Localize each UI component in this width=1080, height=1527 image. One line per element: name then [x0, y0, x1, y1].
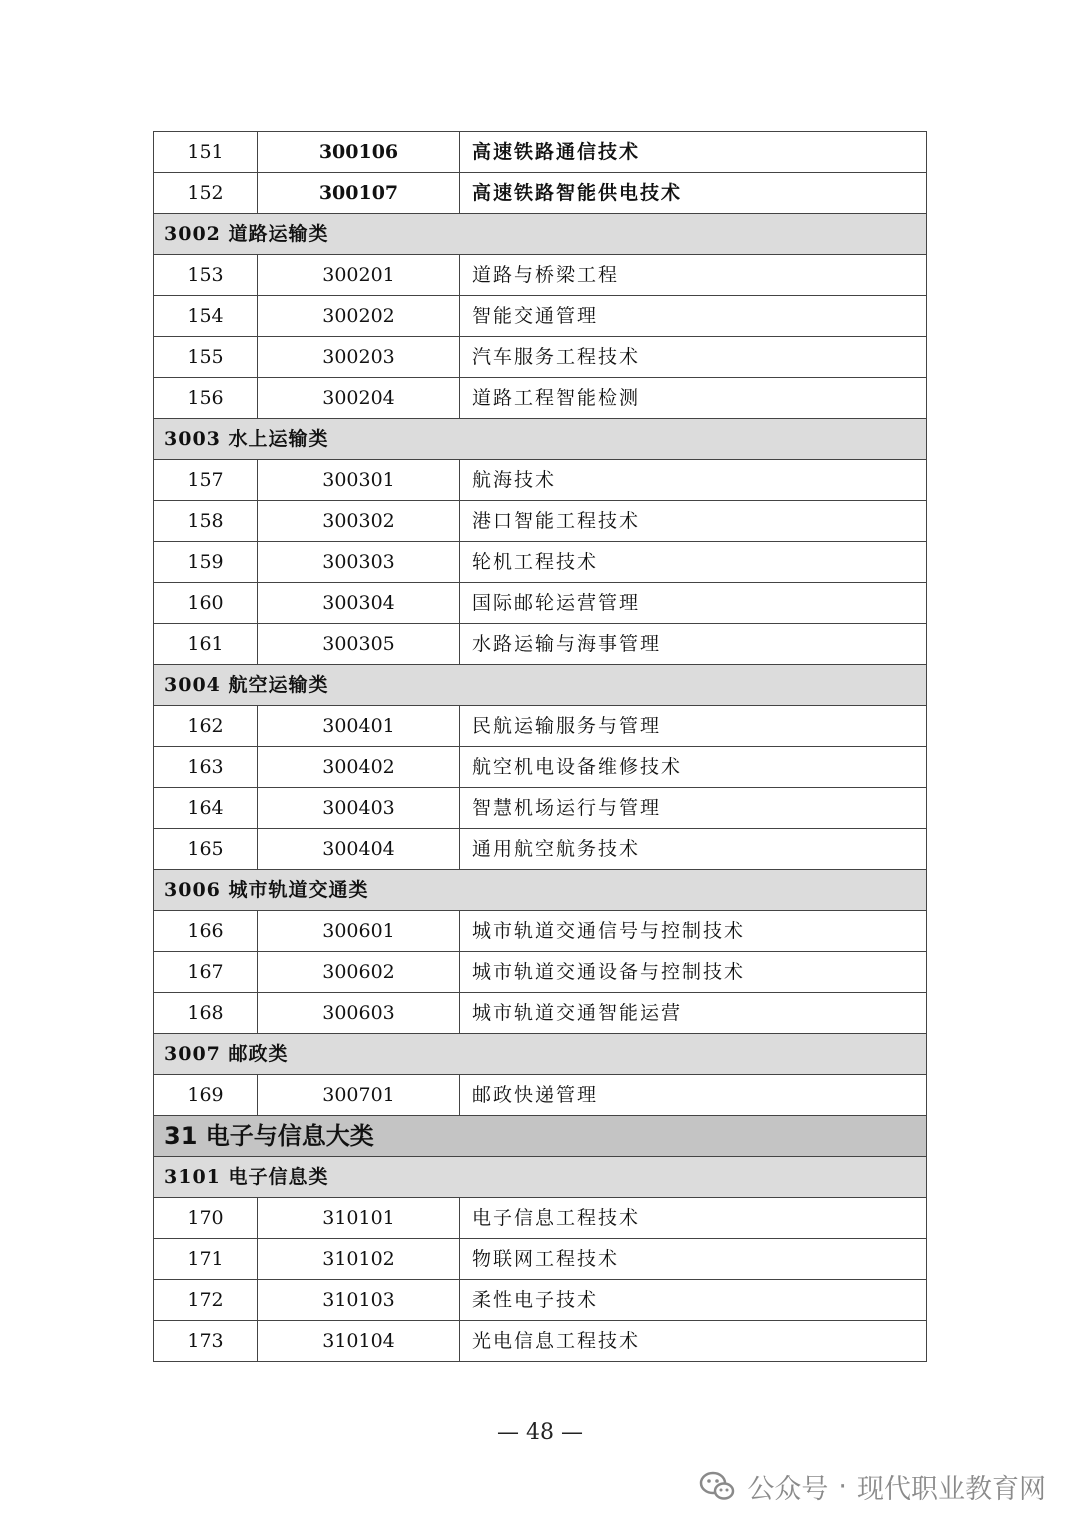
table-row	[154, 829, 927, 870]
watermark-separator: ·	[838, 1470, 847, 1502]
code-cell: 300603	[258, 993, 460, 1034]
major-name-cell: 城市轨道交通智能运营	[460, 993, 927, 1034]
code-cell: 300701	[258, 1075, 460, 1116]
table-row	[154, 1239, 927, 1280]
code-cell: 310101	[258, 1198, 460, 1239]
table-row	[154, 542, 927, 583]
seq-cell: 156	[154, 378, 258, 419]
major-category-label: 31 电子与信息大类	[154, 1116, 927, 1157]
seq-cell: 161	[154, 624, 258, 665]
category-label: 3007 邮政类	[154, 1034, 927, 1075]
seq-cell: 168	[154, 993, 258, 1034]
seq-cell: 166	[154, 911, 258, 952]
table-row	[154, 255, 927, 296]
seq-cell: 173	[154, 1321, 258, 1362]
major-name-cell: 港口智能工程技术	[460, 501, 927, 542]
table-row	[154, 296, 927, 337]
major-category-row	[154, 1116, 927, 1157]
table-row	[154, 378, 927, 419]
table-row	[154, 952, 927, 993]
major-name-cell: 城市轨道交通信号与控制技术	[460, 911, 927, 952]
category-row	[154, 214, 927, 255]
code-cell: 300203	[258, 337, 460, 378]
category-label: 3002 道路运输类	[154, 214, 927, 255]
major-name-cell: 智慧机场运行与管理	[460, 788, 927, 829]
category-row	[154, 870, 927, 911]
seq-cell: 164	[154, 788, 258, 829]
seq-cell: 162	[154, 706, 258, 747]
major-name-cell: 智能交通管理	[460, 296, 927, 337]
table-row	[154, 1321, 927, 1362]
seq-cell: 167	[154, 952, 258, 993]
seq-cell: 155	[154, 337, 258, 378]
seq-cell: 159	[154, 542, 258, 583]
seq-cell: 171	[154, 1239, 258, 1280]
major-name-cell: 航海技术	[460, 460, 927, 501]
table-row	[154, 337, 927, 378]
major-catalog-table	[153, 131, 927, 1362]
major-name-cell: 道路与桥梁工程	[460, 255, 927, 296]
seq-cell: 172	[154, 1280, 258, 1321]
seq-cell: 157	[154, 460, 258, 501]
table-row	[154, 501, 927, 542]
table-row	[154, 747, 927, 788]
seq-cell: 153	[154, 255, 258, 296]
major-name-cell: 轮机工程技术	[460, 542, 927, 583]
code-cell: 300303	[258, 542, 460, 583]
major-name-cell: 道路工程智能检测	[460, 378, 927, 419]
seq-cell: 158	[154, 501, 258, 542]
major-name-cell: 汽车服务工程技术	[460, 337, 927, 378]
code-cell: 300202	[258, 296, 460, 337]
category-row	[154, 1034, 927, 1075]
table-row	[154, 173, 927, 214]
seq-cell: 151	[154, 132, 258, 173]
major-name-cell: 柔性电子技术	[460, 1280, 927, 1321]
code-cell: 300401	[258, 706, 460, 747]
code-cell: 300304	[258, 583, 460, 624]
major-name-cell: 高速铁路通信技术	[460, 132, 927, 173]
code-cell: 310102	[258, 1239, 460, 1280]
code-cell: 300301	[258, 460, 460, 501]
code-cell: 300201	[258, 255, 460, 296]
seq-cell: 160	[154, 583, 258, 624]
code-cell: 300402	[258, 747, 460, 788]
code-cell: 300404	[258, 829, 460, 870]
page-number: — 48 —	[497, 1420, 583, 1445]
major-name-cell: 城市轨道交通设备与控制技术	[460, 952, 927, 993]
table-row	[154, 1198, 927, 1239]
category-row	[154, 419, 927, 460]
seq-cell: 170	[154, 1198, 258, 1239]
seq-cell: 165	[154, 829, 258, 870]
major-name-cell: 高速铁路智能供电技术	[460, 173, 927, 214]
table-row	[154, 1075, 927, 1116]
wechat-watermark	[699, 1466, 1046, 1506]
category-label: 3003 水上运输类	[154, 419, 927, 460]
seq-cell: 169	[154, 1075, 258, 1116]
category-label: 3101 电子信息类	[154, 1157, 927, 1198]
category-label: 3004 航空运输类	[154, 665, 927, 706]
major-name-cell: 水路运输与海事管理	[460, 624, 927, 665]
table-row	[154, 788, 927, 829]
category-row	[154, 665, 927, 706]
seq-cell: 163	[154, 747, 258, 788]
major-name-cell: 航空机电设备维修技术	[460, 747, 927, 788]
code-cell: 300602	[258, 952, 460, 993]
table-body	[154, 132, 927, 1362]
table-row	[154, 706, 927, 747]
code-cell: 300107	[258, 173, 460, 214]
table-row	[154, 132, 927, 173]
code-cell: 300601	[258, 911, 460, 952]
code-cell: 300204	[258, 378, 460, 419]
major-name-cell: 通用航空航务技术	[460, 829, 927, 870]
table-row	[154, 1280, 927, 1321]
category-label: 3006 城市轨道交通类	[154, 870, 927, 911]
seq-cell: 152	[154, 173, 258, 214]
major-name-cell: 邮政快递管理	[460, 1075, 927, 1116]
table-row	[154, 583, 927, 624]
table-row	[154, 911, 927, 952]
code-cell: 300305	[258, 624, 460, 665]
major-name-cell: 光电信息工程技术	[460, 1321, 927, 1362]
major-name-cell: 国际邮轮运营管理	[460, 583, 927, 624]
code-cell: 300302	[258, 501, 460, 542]
code-cell: 310104	[258, 1321, 460, 1362]
code-cell: 300403	[258, 788, 460, 829]
seq-cell: 154	[154, 296, 258, 337]
table-row	[154, 460, 927, 501]
category-row	[154, 1157, 927, 1198]
major-name-cell: 民航运输服务与管理	[460, 706, 927, 747]
major-name-cell: 电子信息工程技术	[460, 1198, 927, 1239]
code-cell: 300106	[258, 132, 460, 173]
watermark-account: 现代职业教育网	[857, 1473, 1046, 1505]
table-row	[154, 624, 927, 665]
code-cell: 310103	[258, 1280, 460, 1321]
watermark-prefix: 公众号	[747, 1473, 829, 1505]
wechat-icon	[699, 1470, 735, 1502]
table-row	[154, 993, 927, 1034]
major-name-cell: 物联网工程技术	[460, 1239, 927, 1280]
